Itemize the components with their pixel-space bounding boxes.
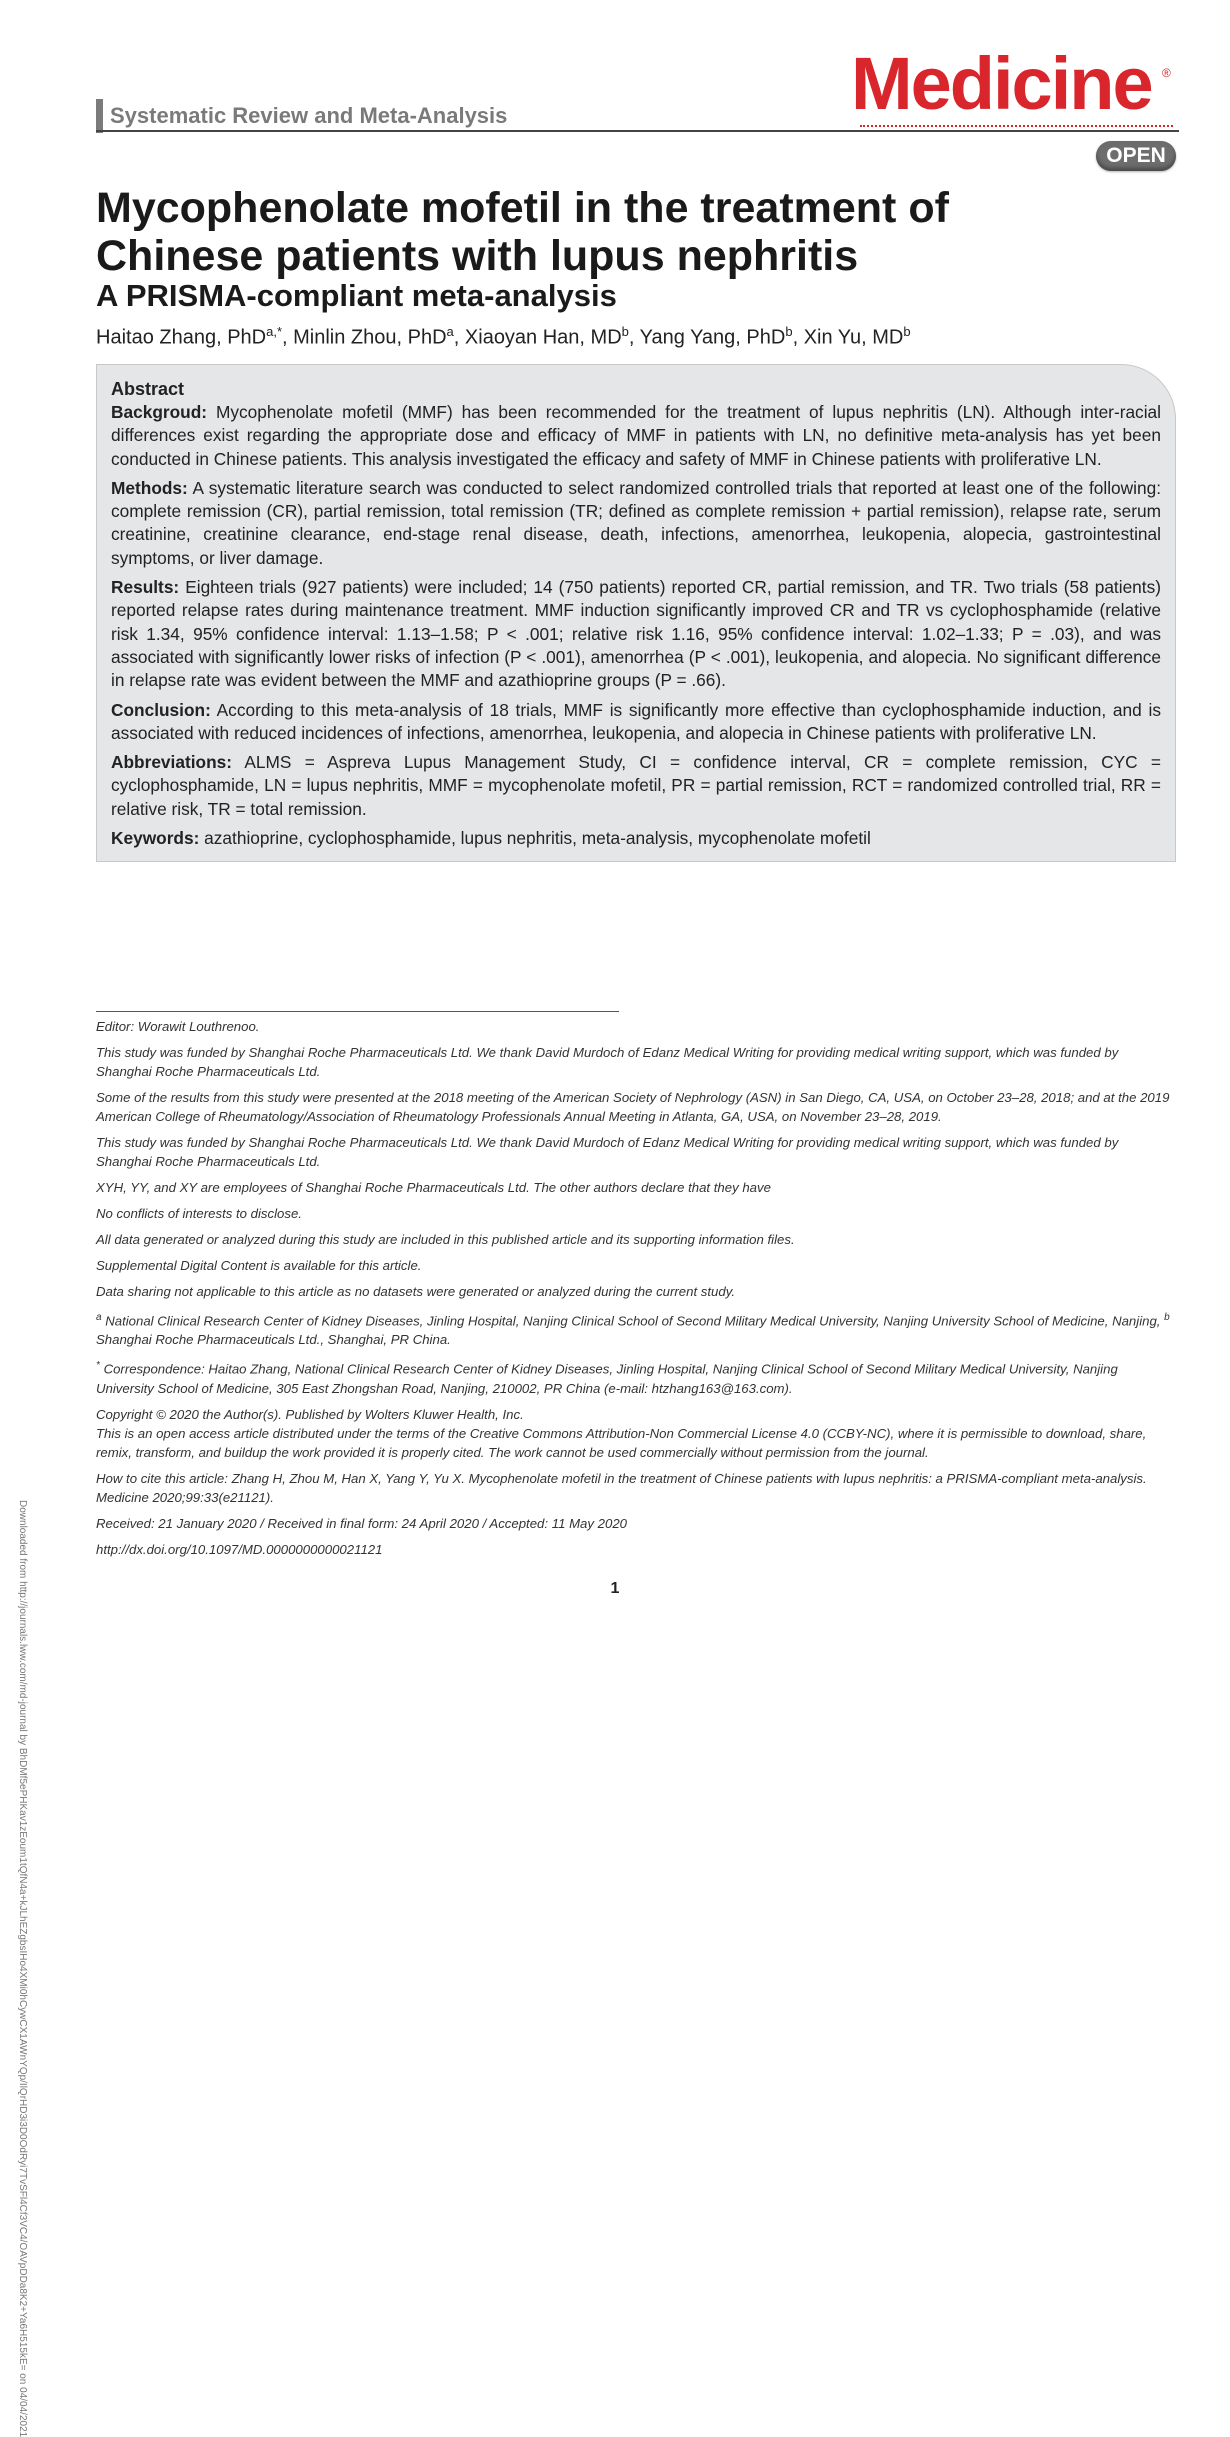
section-label: Results: xyxy=(111,577,180,598)
author-affiliation-mark: b xyxy=(621,324,629,339)
author-name: Haitao Zhang, PhD xyxy=(96,326,267,349)
author-affiliation-mark: b xyxy=(785,324,793,339)
section-label: Conclusion: xyxy=(111,699,211,720)
section-tag: Systematic Review and Meta-Analysis xyxy=(96,99,507,133)
author-name: Xin Yu, MD xyxy=(803,326,904,349)
dates: Received: 21 January 2020 / Received in final form: 24 April 2020 / Accepted: 11 May 2020 xyxy=(96,1515,627,1531)
section-text: Mycophenolate mofetil (MMF) has been recommended for the treatment of lupus nephritis (LN). Although inter-racial differences exist regarding the appropriate dose and efficacy of MMF in patients with LN, no definitive meta-analysis has yet been conducted in Chinese patients. This analysis investigated the efficacy and safety of MMF in Chinese patients with proliferative LN. xyxy=(111,402,1161,469)
abstract-keywords xyxy=(111,827,1161,850)
abstract-methods xyxy=(111,477,1161,570)
author-affiliation-mark: a,* xyxy=(266,324,283,339)
abstract-box xyxy=(96,364,1176,862)
correspondence xyxy=(96,1356,1176,1397)
author-separator: , xyxy=(453,326,465,349)
license: This is an open access article distributed under the terms of the Creative Commons Attribution-Non Commercial License 4.0 (CCBY-NC), where it is permissible to download, share, remix, transform, and buildup the work provided it is properly cited. The work cannot be used commercially without permission from the journal. xyxy=(96,1425,1147,1460)
section-label: Backgroud: xyxy=(111,402,208,422)
logo-dotted-rule xyxy=(860,125,1173,129)
author-affiliation-mark: b xyxy=(903,324,911,339)
author-affiliation-mark: a xyxy=(446,324,454,339)
registered-mark: ® xyxy=(1162,66,1171,80)
author-separator: , xyxy=(792,326,804,349)
header-rule xyxy=(96,130,1179,132)
supplemental-note: Supplemental Digital Content is available for this article. xyxy=(96,1258,422,1273)
affiliation-mark: b xyxy=(1164,1312,1170,1323)
data-sharing-note: Data sharing not applicable to this article as no datasets were generated or analyzed during the current study. xyxy=(96,1284,735,1299)
conflict-note: No conflicts of interests to disclose. xyxy=(96,1206,302,1221)
affiliations xyxy=(96,1308,1176,1349)
data-availability-note: All data generated or analyzed during this study are included in this published article and its supporting information files. xyxy=(96,1232,795,1247)
download-stamp-text: Downloaded from http://journals.lww.com/md-journal by BhDMf5ePHKav1zEoum1tQfN4a+kJLhEZgbsIHo4XMi0hCywCX1AWnYQp/IlQrHD3i3D0OdRyi7TvSFl4Cf3VC4/OAVpDDa8K2+Ya6H515kE= on 04/04/2021 xyxy=(17,1500,28,2437)
editor-note: Editor: Worawit Louthrenoo. xyxy=(96,1019,260,1034)
author-name: Minlin Zhou, PhD xyxy=(293,326,447,349)
abstract-heading: Abstract xyxy=(111,379,185,399)
presentation-note: Some of the results from this study were presented at the 2018 meeting of the American Society of Nephrology (ASN) in San Diego, CA, USA, on October 23–28, 2018; and at the 2019 American College of Rheumatology/Association of Rheumatology Professionals Annual Meeting in Atlanta, GA, USA, on November 23–28, 2019. xyxy=(96,1090,1170,1124)
employment-note: XYH, YY, and XY are employees of Shanghai Roche Pharmaceuticals Ltd. The other authors declare that they have xyxy=(96,1180,771,1195)
section-label: Methods: xyxy=(111,477,188,498)
copyright: Copyright © 2020 the Author(s). Published by Wolters Kluwer Health, Inc. xyxy=(96,1406,524,1422)
funding-note-repeat: This study was funded by Shanghai Roche Pharmaceuticals Ltd. We thank David Murdoch of Edanz Medical Writing for providing medical writing support, which was funded by Shanghai Roche Pharmaceuticals Ltd. xyxy=(96,1135,1119,1169)
journal-logo: Medicine xyxy=(851,42,1152,125)
doi-link[interactable]: http://dx.doi.org/10.1097/MD.0000000000021121 xyxy=(96,1541,383,1557)
affiliation-mark: a xyxy=(96,1312,102,1323)
section-text: A systematic literature search was conducted to select randomized controlled trials that reported at least one of the following: complete remission (CR), partial remission, total remission (TR; defined as complete remission + partial remission), relapse rate, serum creatinine, creatinine clearance, end-stage renal disease, death, infections, amenorrhea, leukopenia, alopecia, gastrointestinal symptoms, or liver damage. xyxy=(111,477,1161,568)
article-subtitle: A PRISMA-compliant meta-analysis xyxy=(96,278,617,313)
section-label: Abbreviations: xyxy=(111,752,232,773)
open-access-badge: OPEN xyxy=(1096,141,1176,171)
author-separator: , xyxy=(628,326,640,349)
section-text: ALMS = Aspreva Lupus Management Study, CI = confidence interval, CR = complete remission, CYC = cyclophosphamide, LN = lupus nephritis, MMF = mycophenolate mofetil, PR = partial remission, RCT = randomized controlled trial, RR = relative risk, TR = total remission. xyxy=(111,752,1161,819)
citation: How to cite this article: Zhang H, Zhou M, Han X, Yang Y, Yu X. Mycophenolate mofetil in the treatment of Chinese patients with lupus nephritis: a PRISMA-compliant meta-analysis. Medicine 2020;99:33(e21121). xyxy=(96,1470,1147,1505)
section-label: Keywords: xyxy=(111,828,200,849)
footnote-rule xyxy=(96,1011,619,1012)
author-name: Xiaoyan Han, MD xyxy=(464,326,622,349)
affiliation-b: Shanghai Roche Pharmaceuticals Ltd., Shanghai, PR China. xyxy=(96,1332,451,1348)
author-list xyxy=(96,324,911,350)
abstract-abbreviations xyxy=(111,751,1161,821)
abstract-background xyxy=(111,401,1161,471)
author-name: Yang Yang, PhD xyxy=(639,326,786,349)
funding-note: This study was funded by Shanghai Roche Pharmaceuticals Ltd. We thank David Murdoch of Edanz Medical Writing for providing medical writing support, which was funded by Shanghai Roche Pharmaceuticals Ltd. xyxy=(96,1045,1119,1079)
section-text: azathioprine, cyclophosphamide, lupus nephritis, meta-analysis, mycophenolate mofetil xyxy=(204,828,871,849)
section-text: Eighteen trials (927 patients) were included; 14 (750 patients) reported CR, partial remission, and TR. Two trials (58 patients) reported relapse rates during maintenance treatment. MMF induction significantly improved CR and TR vs cyclophosphamide (relative risk 1.34, 95% confidence interval: 1.13–1.58; P < .001; relative risk 1.16, 95% confidence interval: 1.02–1.33; P = .03), and was associated with significantly lower risks of infection (P < .001), amenorrhea (P < .001), leukopenia, and alopecia. No significant difference in relapse rate was evident between the MMF and azathioprine groups (P = .66). xyxy=(111,577,1161,691)
footnotes xyxy=(96,1017,1176,1566)
correspondence-mark: * xyxy=(96,1360,100,1372)
article-title: Mycophenolate mofetil in the treatment of Chinese patients with lupus nephritis xyxy=(96,184,949,280)
section-text: According to this meta-analysis of 18 trials, MMF is significantly more effective than cyclophosphamide induction, and is associated with reduced incidences of infections, amenorrhea, leukopenia, and alopecia in Chinese patients with proliferative LN. xyxy=(111,699,1161,743)
abstract-conclusion xyxy=(111,699,1161,746)
affiliation-a: National Clinical Research Center of Kidney Diseases, Jinling Hospital, Nanjing Clinical School of Second Military Medical University, Nanjing University School of Medicine, Nanjing, xyxy=(101,1313,1165,1329)
page-number: 1 xyxy=(610,1580,620,1597)
abstract-results xyxy=(111,576,1161,692)
author-separator: , xyxy=(282,326,294,349)
correspondence-text: Correspondence: Haitao Zhang, National Clinical Research Center of Kidney Diseases, Jinling Hospital, Nanjing Clinical School of Second Military Medical University, Nanjing University School of Medicine, 305 East Zhongshan Road, Nanjing, 210002, PR China (e-mail: htzhang163@163.com). xyxy=(96,1361,1118,1396)
